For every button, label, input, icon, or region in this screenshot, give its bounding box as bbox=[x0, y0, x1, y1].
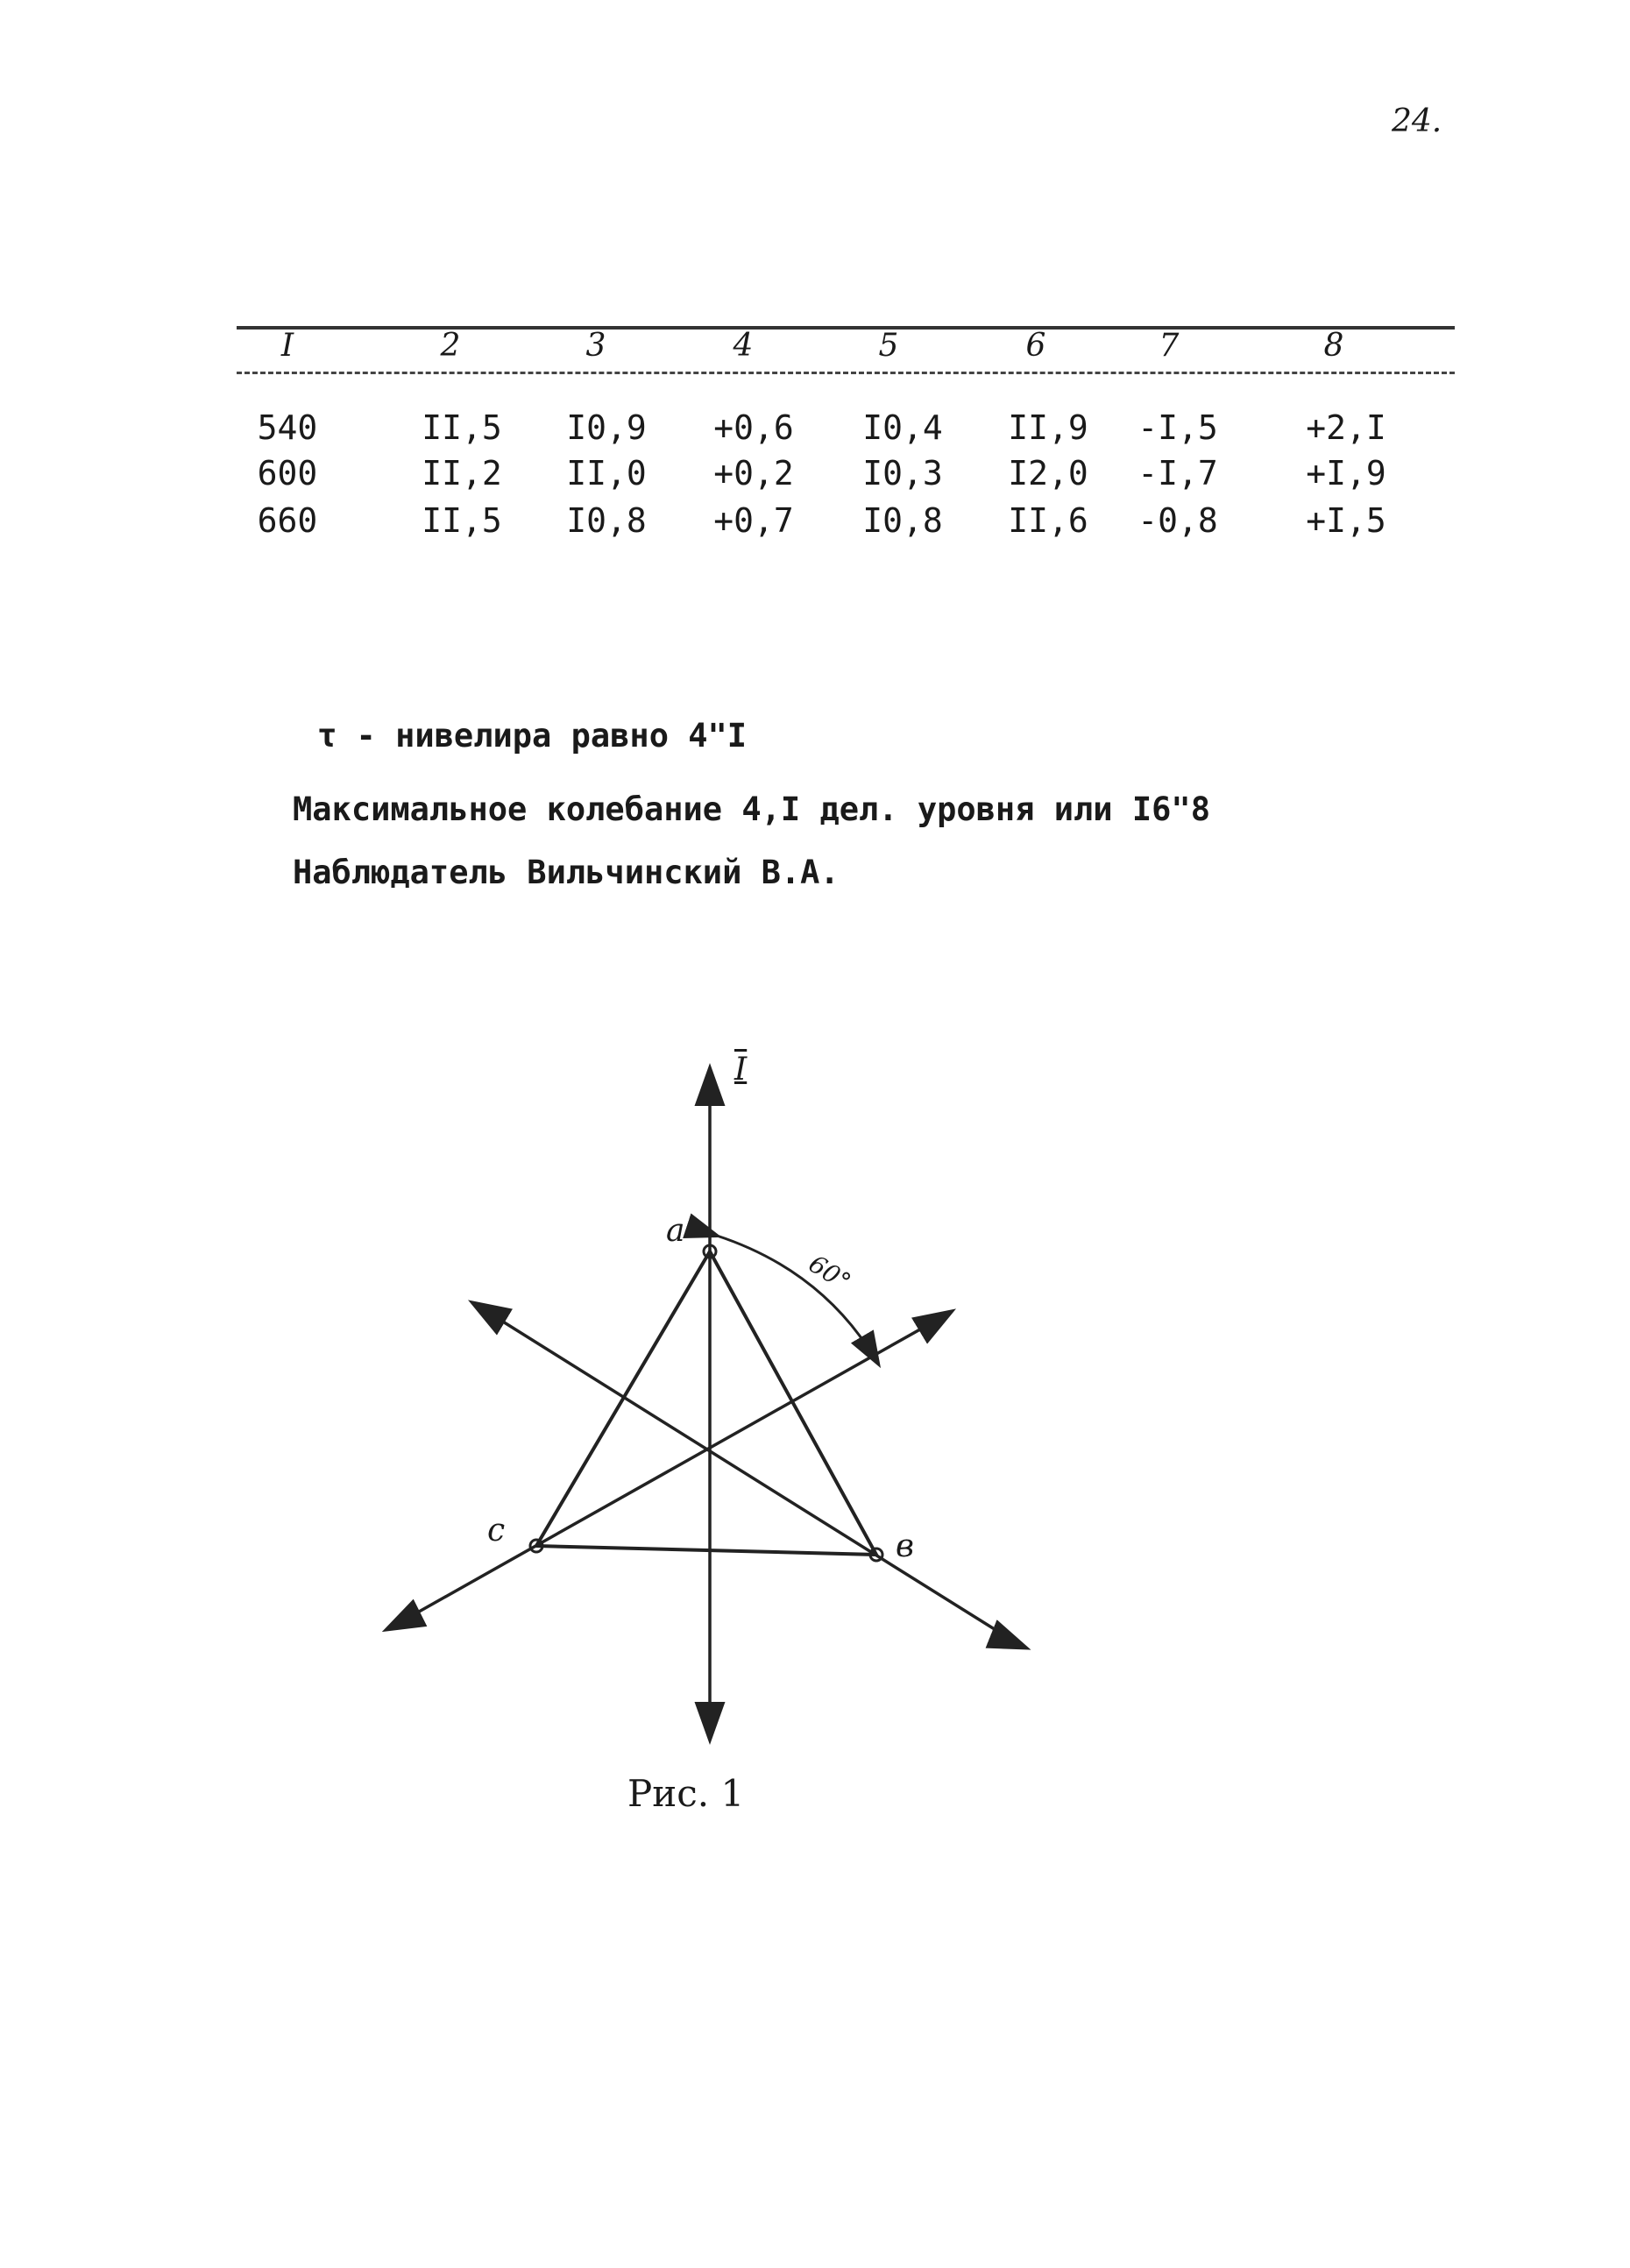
axis-diagonal-2-arrow-b bbox=[387, 1627, 393, 1629]
point-c-label: c bbox=[487, 1513, 506, 1549]
table-header-cell: 4 bbox=[733, 328, 754, 364]
table-cell: 660 bbox=[257, 501, 318, 540]
figure-caption: Рис. 1 bbox=[627, 1772, 745, 1815]
axis-diagonal-2-arrow-a bbox=[946, 1312, 951, 1315]
table-header-cell: 5 bbox=[878, 328, 899, 364]
table-cell: II,0 bbox=[566, 454, 647, 493]
table-cell: I0,8 bbox=[566, 501, 647, 540]
table-cell: +0,2 bbox=[713, 454, 794, 493]
table-cell: +2,I bbox=[1306, 408, 1386, 447]
axis-diagonal-2 bbox=[393, 1315, 946, 1627]
table-cell: I0,3 bbox=[862, 454, 943, 493]
note-observer: Наблюдатель Вильчинский В.А. bbox=[293, 854, 840, 891]
table-cell: I0,4 bbox=[862, 408, 943, 447]
page-number: 24. bbox=[1392, 103, 1442, 139]
table-cell: 540 bbox=[257, 408, 318, 447]
note-level-value: τ - нивелира равно 4"I bbox=[317, 717, 748, 755]
table-header-cell: 2 bbox=[440, 328, 461, 364]
table-cell: +I,5 bbox=[1306, 501, 1386, 540]
table-cell: II,9 bbox=[1008, 408, 1088, 447]
table-cell: -I,5 bbox=[1137, 408, 1218, 447]
table-header-cell: 8 bbox=[1323, 328, 1344, 364]
point-b-label: в bbox=[896, 1528, 914, 1564]
table-cell: +0,6 bbox=[713, 408, 794, 447]
table-cell: I0,8 bbox=[862, 501, 943, 540]
table-cell: II,6 bbox=[1008, 501, 1088, 540]
table-cell: I2,0 bbox=[1008, 454, 1088, 493]
table-cell: II,5 bbox=[422, 501, 502, 540]
axis-diagonal-1-arrow-a bbox=[1021, 1646, 1025, 1648]
table-cell: II,2 bbox=[422, 454, 502, 493]
table-cell: +I,9 bbox=[1306, 454, 1386, 493]
table-cell: -0,8 bbox=[1137, 501, 1218, 540]
table-cell: II,5 bbox=[422, 408, 502, 447]
table-cell: +0,7 bbox=[713, 501, 794, 540]
table-header-cell: 6 bbox=[1025, 328, 1046, 364]
table-cell: -I,7 bbox=[1137, 454, 1218, 493]
axis-diagonal-1-arrow-b bbox=[473, 1303, 478, 1306]
note-max-oscillation: Максимальное колебание 4,I дел. уровня или I6"8 bbox=[293, 790, 1210, 828]
table-header-cell: 3 bbox=[585, 328, 606, 364]
table-header-cell: I bbox=[280, 328, 294, 364]
angle-label: 60° bbox=[804, 1249, 856, 1297]
table-cell: I0,9 bbox=[566, 408, 647, 447]
angle-arc-60 bbox=[717, 1236, 878, 1364]
table-header-cell: 7 bbox=[1159, 328, 1180, 364]
axis-diagonal-1 bbox=[478, 1306, 1021, 1646]
point-a-label: a bbox=[666, 1213, 685, 1249]
axis-label: I bbox=[734, 1052, 748, 1088]
table-cell: 600 bbox=[257, 454, 318, 493]
